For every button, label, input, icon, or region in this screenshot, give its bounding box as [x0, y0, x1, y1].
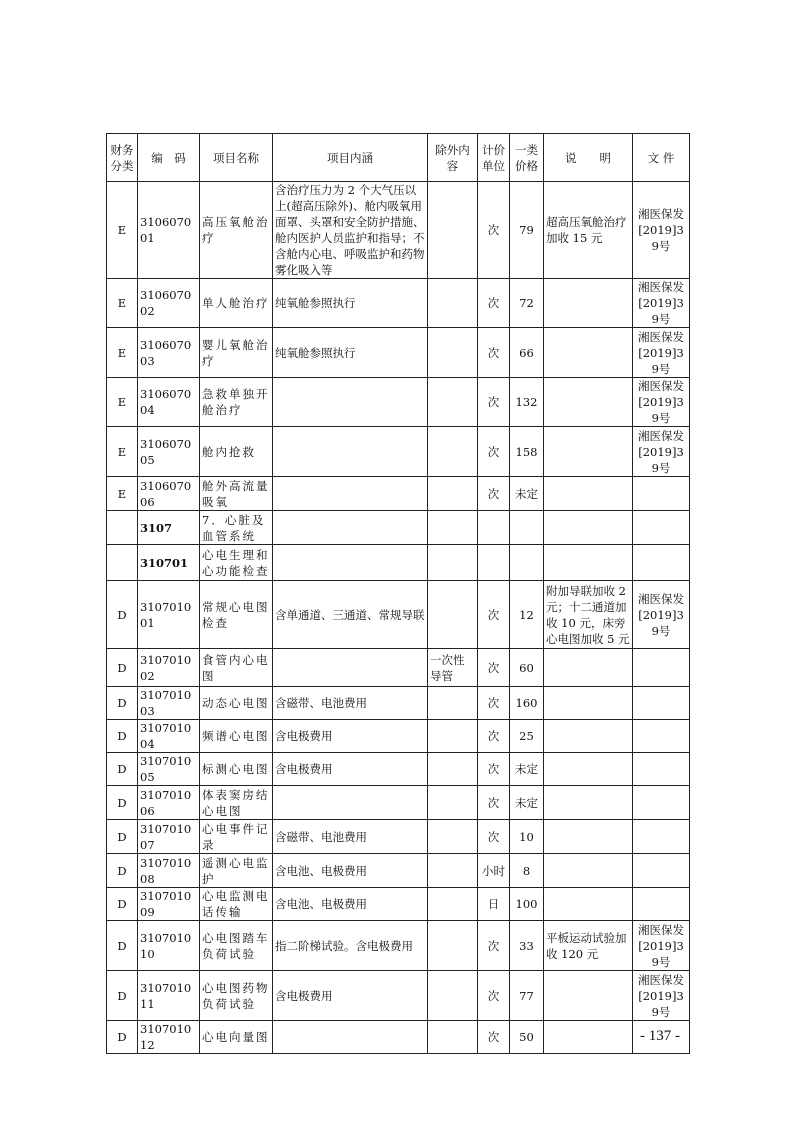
cell-note: [544, 971, 633, 1021]
cell-excl: [428, 378, 478, 427]
cell-name: 心电向量图: [200, 1021, 273, 1054]
cell-unit: 日: [478, 888, 510, 921]
cell-doc: [633, 687, 690, 720]
cell-excl: [428, 328, 478, 378]
cell-unit: 次: [478, 1021, 510, 1054]
cell-unit: 次: [478, 720, 510, 753]
cell-content: 纯氧舱参照执行: [273, 279, 428, 328]
cell-excl: [428, 971, 478, 1021]
cell-price: 10: [510, 820, 544, 854]
cell-cat: E: [107, 279, 138, 328]
cell-name: 单人舱治疗: [200, 279, 273, 328]
cell-name: 食管内心电图: [200, 649, 273, 687]
cell-name: 舱内抢救: [200, 427, 273, 477]
cell-note: 附加导联加收 2 元；十二通道加收 10 元，床旁心电图加收 5 元: [544, 581, 633, 649]
cell-content: [273, 545, 428, 581]
cell-doc: [633, 854, 690, 888]
cell-cat: [107, 511, 138, 545]
cell-price: 未定: [510, 477, 544, 511]
cell-code: 310607002: [138, 279, 200, 328]
cell-excl: [428, 1021, 478, 1054]
cell-cat: D: [107, 753, 138, 786]
cell-content: [273, 427, 428, 477]
cell-note: [544, 477, 633, 511]
cell-code: 310701005: [138, 753, 200, 786]
cell-note: [544, 687, 633, 720]
cell-name: 心电监测电话传输: [200, 888, 273, 921]
cell-note: [544, 328, 633, 378]
cell-name: 标测心电图: [200, 753, 273, 786]
table-row: [107, 921, 690, 971]
cell-content: 含电池、电极费用: [273, 854, 428, 888]
cell-code: 310701004: [138, 720, 200, 753]
header-row: [107, 134, 690, 182]
cell-cat: E: [107, 378, 138, 427]
cell-price: 12: [510, 581, 544, 649]
cell-name: 心电事件记录: [200, 820, 273, 854]
cell-content: 含单通道、三通道、常规导联: [273, 581, 428, 649]
table-row: [107, 279, 690, 328]
cell-unit: 次: [478, 971, 510, 1021]
cell-doc: [633, 477, 690, 511]
cell-name: 心电图踏车负荷试验: [200, 921, 273, 971]
cell-code: 310701001: [138, 581, 200, 649]
cell-note: [544, 511, 633, 545]
cell-doc: [633, 888, 690, 921]
cell-price: 未定: [510, 786, 544, 820]
cell-cat: [107, 545, 138, 581]
cell-doc: [633, 820, 690, 854]
cell-content: 含磁带、电池费用: [273, 687, 428, 720]
cell-note: [544, 378, 633, 427]
column-header: 除外内容: [428, 134, 478, 182]
cell-unit: 次: [478, 687, 510, 720]
cell-price: 25: [510, 720, 544, 753]
cell-price: 79: [510, 182, 544, 279]
cell-excl: [428, 820, 478, 854]
cell-content: 含电极费用: [273, 720, 428, 753]
cell-code: 310607004: [138, 378, 200, 427]
cell-excl: [428, 786, 478, 820]
cell-content: [273, 649, 428, 687]
cell-price: 60: [510, 649, 544, 687]
cell-price: [510, 545, 544, 581]
table-row: [107, 378, 690, 427]
cell-unit: 次: [478, 182, 510, 279]
cell-doc: 湘医保发[2019]39号: [633, 427, 690, 477]
table-row: [107, 687, 690, 720]
cell-note: [544, 753, 633, 786]
table-row: [107, 427, 690, 477]
cell-name: 体表窦房结心电图: [200, 786, 273, 820]
cell-price: 100: [510, 888, 544, 921]
cell-doc: [633, 786, 690, 820]
table-row: [107, 545, 690, 581]
cell-note: [544, 854, 633, 888]
cell-content: [273, 786, 428, 820]
table-row: [107, 820, 690, 854]
cell-cat: D: [107, 581, 138, 649]
cell-content: 含电池、电极费用: [273, 888, 428, 921]
cell-doc: [633, 649, 690, 687]
cell-unit: [478, 511, 510, 545]
cell-price: 33: [510, 921, 544, 971]
cell-name: 急救单独开舱治疗: [200, 378, 273, 427]
cell-note: [544, 786, 633, 820]
cell-name: 心电生理和心功能检查: [200, 545, 273, 581]
table-row: [107, 854, 690, 888]
cell-note: [544, 720, 633, 753]
cell-note: [544, 427, 633, 477]
cell-excl: [428, 921, 478, 971]
cell-note: 超高压氧舱治疗加收 15 元: [544, 182, 633, 279]
cell-excl: [428, 753, 478, 786]
column-header: 项目内涵: [273, 134, 428, 182]
cell-excl: [428, 687, 478, 720]
column-header: 说 明: [544, 134, 633, 182]
cell-cat: D: [107, 720, 138, 753]
cell-content: 含电极费用: [273, 753, 428, 786]
cell-unit: 次: [478, 921, 510, 971]
cell-price: [510, 511, 544, 545]
cell-excl: [428, 279, 478, 328]
cell-excl: [428, 511, 478, 545]
cell-cat: E: [107, 328, 138, 378]
cell-name: 动态心电图: [200, 687, 273, 720]
cell-doc: 湘医保发[2019]39号: [633, 921, 690, 971]
cell-excl: [428, 182, 478, 279]
cell-excl: [428, 720, 478, 753]
cell-code: 310701011: [138, 971, 200, 1021]
cell-price: 158: [510, 427, 544, 477]
cell-code: 310701007: [138, 820, 200, 854]
cell-unit: [478, 545, 510, 581]
cell-doc: 湘医保发[2019]39号: [633, 328, 690, 378]
cell-code: 310701012: [138, 1021, 200, 1054]
cell-cat: E: [107, 477, 138, 511]
cell-name: 高压氧舱治疗: [200, 182, 273, 279]
cell-price: 未定: [510, 753, 544, 786]
price-table: [106, 133, 690, 1054]
cell-cat: D: [107, 854, 138, 888]
cell-cat: D: [107, 687, 138, 720]
table-row: [107, 511, 690, 545]
cell-unit: 次: [478, 427, 510, 477]
cell-doc: [633, 753, 690, 786]
table-row: [107, 328, 690, 378]
cell-excl: [428, 427, 478, 477]
cell-code: 310701003: [138, 687, 200, 720]
cell-content: [273, 511, 428, 545]
cell-code: 310701: [138, 545, 200, 581]
cell-content: 含治疗压力为 2 个大气压以上(超高压除外)、舱内吸氧用面罩、头罩和安全防护措施、舱内医护人员监护和指导；不含舱内心电、呼吸监护和药物雾化吸入等: [273, 182, 428, 279]
cell-code: 310701006: [138, 786, 200, 820]
cell-content: 指二阶梯试验。含电极费用: [273, 921, 428, 971]
cell-excl: [428, 854, 478, 888]
cell-excl: [428, 545, 478, 581]
cell-note: [544, 1021, 633, 1054]
cell-unit: 次: [478, 581, 510, 649]
cell-content: 含电极费用: [273, 971, 428, 1021]
table-row: [107, 1021, 690, 1054]
column-header: 财务分类: [107, 134, 138, 182]
column-header: 编 码: [138, 134, 200, 182]
cell-code: 310607003: [138, 328, 200, 378]
cell-name: 7．心脏及血管系统: [200, 511, 273, 545]
table-row: [107, 182, 690, 279]
cell-note: [544, 888, 633, 921]
cell-unit: 次: [478, 753, 510, 786]
cell-note: 平板运动试验加收 120 元: [544, 921, 633, 971]
column-header: 文 件: [633, 134, 690, 182]
column-header: 计价单位: [478, 134, 510, 182]
cell-code: 3107: [138, 511, 200, 545]
cell-code: 310701008: [138, 854, 200, 888]
cell-content: 含磁带、电池费用: [273, 820, 428, 854]
cell-note: [544, 545, 633, 581]
cell-note: [544, 649, 633, 687]
cell-cat: D: [107, 649, 138, 687]
cell-doc: 湘医保发[2019]39号: [633, 581, 690, 649]
table-row: [107, 720, 690, 753]
cell-cat: D: [107, 921, 138, 971]
table-row: [107, 971, 690, 1021]
table-row: [107, 581, 690, 649]
cell-price: 132: [510, 378, 544, 427]
cell-price: 77: [510, 971, 544, 1021]
cell-code: 310701002: [138, 649, 200, 687]
cell-code: 310607006: [138, 477, 200, 511]
cell-name: 常规心电图检查: [200, 581, 273, 649]
page-number: - 137 -: [640, 1028, 680, 1044]
column-header: 一类价格: [510, 134, 544, 182]
cell-doc: [633, 511, 690, 545]
cell-excl: [428, 888, 478, 921]
cell-price: 8: [510, 854, 544, 888]
cell-price: 50: [510, 1021, 544, 1054]
cell-unit: 次: [478, 649, 510, 687]
cell-content: 纯氧舱参照执行: [273, 328, 428, 378]
cell-code: 310701009: [138, 888, 200, 921]
cell-code: 310607001: [138, 182, 200, 279]
cell-cat: E: [107, 182, 138, 279]
cell-cat: E: [107, 427, 138, 477]
cell-doc: 湘医保发[2019]39号: [633, 378, 690, 427]
cell-content: [273, 1021, 428, 1054]
cell-unit: 次: [478, 477, 510, 511]
cell-unit: 次: [478, 786, 510, 820]
cell-price: 160: [510, 687, 544, 720]
cell-doc: 湘医保发[2019]39号: [633, 971, 690, 1021]
cell-excl: [428, 581, 478, 649]
cell-doc: [633, 545, 690, 581]
cell-doc: 湘医保发[2019]39号: [633, 279, 690, 328]
cell-excl: [428, 477, 478, 511]
cell-cat: D: [107, 971, 138, 1021]
cell-name: 舱外高流量吸氧: [200, 477, 273, 511]
cell-code: 310701010: [138, 921, 200, 971]
cell-unit: 次: [478, 378, 510, 427]
cell-price: 66: [510, 328, 544, 378]
table-row: [107, 786, 690, 820]
cell-content: [273, 477, 428, 511]
table-row: [107, 888, 690, 921]
table-row: [107, 649, 690, 687]
cell-name: 婴儿氧舱治疗: [200, 328, 273, 378]
cell-content: [273, 378, 428, 427]
column-header: 项目名称: [200, 134, 273, 182]
cell-doc: 湘医保发[2019]39号: [633, 182, 690, 279]
cell-doc: [633, 720, 690, 753]
cell-cat: D: [107, 786, 138, 820]
cell-name: 频谱心电图: [200, 720, 273, 753]
cell-name: 遥测心电监护: [200, 854, 273, 888]
cell-note: [544, 279, 633, 328]
cell-cat: D: [107, 820, 138, 854]
cell-unit: 次: [478, 820, 510, 854]
cell-unit: 小时: [478, 854, 510, 888]
cell-price: 72: [510, 279, 544, 328]
cell-note: [544, 820, 633, 854]
table-row: [107, 477, 690, 511]
cell-unit: 次: [478, 328, 510, 378]
cell-excl: 一次性导管: [428, 649, 478, 687]
cell-name: 心电图药物负荷试验: [200, 971, 273, 1021]
cell-unit: 次: [478, 279, 510, 328]
table-row: [107, 753, 690, 786]
cell-code: 310607005: [138, 427, 200, 477]
cell-cat: D: [107, 888, 138, 921]
cell-cat: D: [107, 1021, 138, 1054]
